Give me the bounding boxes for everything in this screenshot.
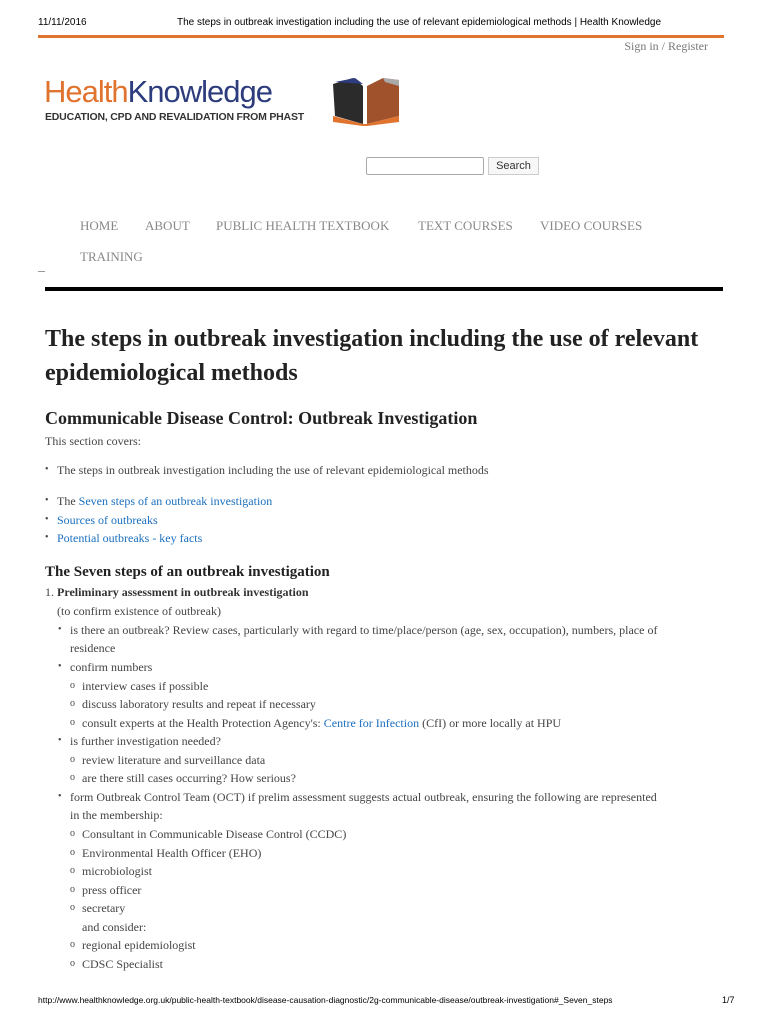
- list-item: • confirm numbers: [70, 658, 152, 677]
- nav-bar-rule: [45, 287, 723, 291]
- seven-steps-heading: The Seven steps of an outbreak investigation: [45, 564, 330, 580]
- print-title: The steps in outbreak investigation including the use of relevant epidemiological methods | Health Knowledge: [177, 17, 662, 28]
- centre-for-infection-link[interactable]: Centre for Infection: [323, 716, 420, 730]
- sub-list-item: o CDSC Specialist: [82, 955, 163, 974]
- logo-knowledge: Knowledge: [127, 74, 273, 109]
- nav-home[interactable]: HOME: [80, 218, 119, 233]
- divider: [38, 271, 45, 272]
- book-icon: [333, 78, 403, 126]
- link-item-sources: [57, 511, 158, 530]
- print-date: 11/11/2016: [38, 17, 87, 28]
- logo-health: Health: [44, 74, 128, 109]
- link-item-seven-steps: [57, 492, 272, 511]
- text: consult experts at the Health Protection Agency's:: [82, 716, 324, 730]
- link-prefix: The: [57, 494, 79, 508]
- page-number: 1/7: [722, 995, 735, 1005]
- footer-url: http://www.healthknowledge.org.uk/public-health-textbook/disease-causation-diagnostic/2g-communicable-disease/outbreak-investigation#_Seven_steps: [38, 995, 613, 1005]
- header-rule: [38, 35, 724, 38]
- sub-list-item: o review literature and surveillance data: [82, 751, 265, 770]
- potential-outbreaks-link[interactable]: Potential outbreaks - key facts: [57, 531, 203, 545]
- step-title: Preliminary assessment in outbreak investigation: [57, 585, 309, 599]
- sub-list-item: o Environmental Health Officer (EHO): [82, 844, 261, 863]
- sub-list-item: [82, 714, 561, 733]
- step-1: [45, 583, 309, 602]
- sub-list-item: o regional epidemiologist: [82, 936, 196, 955]
- covers-label: This section covers:: [45, 434, 141, 448]
- consider-label: and consider:: [82, 920, 147, 934]
- text: (CfI) or more locally at HPU: [419, 716, 562, 730]
- seven-steps-link[interactable]: Seven steps of an outbreak investigation: [78, 494, 273, 508]
- list-item-cont: in the membership:: [70, 808, 163, 822]
- page-title: The steps in outbreak investigation including the use of relevant epidemiological methods: [45, 326, 699, 386]
- nav-training[interactable]: TRAINING: [80, 249, 143, 264]
- sources-link[interactable]: Sources of outbreaks: [57, 513, 158, 527]
- link-item-potential: [57, 529, 202, 548]
- signin-link[interactable]: Sign in / Register: [624, 39, 708, 53]
- sub-list-item: o Consultant in Communicable Disease Control (CCDC): [82, 825, 346, 844]
- nav-text-courses[interactable]: TEXT COURSES: [418, 218, 513, 233]
- sub-list-item: o secretary: [82, 899, 125, 918]
- list-item-cont: residence: [70, 641, 116, 655]
- search-input[interactable]: [366, 157, 484, 175]
- sub-list-item: o interview cases if possible: [82, 677, 208, 696]
- step-number: 1.: [45, 585, 57, 599]
- step-note: (to confirm existence of outbreak): [57, 604, 221, 618]
- list-item: • is further investigation needed?: [70, 732, 221, 751]
- list-item: • form Outbreak Control Team (OCT) if prelim assessment suggests actual outbreak, ensuring the following are represented: [70, 788, 657, 807]
- list-item: • is there an outbreak? Review cases, particularly with regard to time/place/person (age, sex, occupation), numbers, place of: [70, 621, 657, 640]
- sub-list-item: o press officer: [82, 881, 141, 900]
- nav-public-health-textbook[interactable]: PUBLIC HEALTH TEXTBOOK: [216, 218, 390, 233]
- logo-tagline: EDUCATION, CPD AND REVALIDATION FROM PHAST: [45, 111, 304, 123]
- search-button[interactable]: Search: [488, 157, 539, 175]
- section-title: Communicable Disease Control: Outbreak Investigation: [45, 408, 478, 428]
- logo[interactable]: [44, 74, 272, 110]
- sub-list-item: o microbiologist: [82, 862, 152, 881]
- nav-about[interactable]: ABOUT: [145, 218, 190, 233]
- sub-list-item: o discuss laboratory results and repeat if necessary: [82, 695, 316, 714]
- cover-item: • The steps in outbreak investigation including the use of relevant epidemiological methods: [57, 461, 489, 480]
- sub-list-item: o are there still cases occurring? How serious?: [82, 769, 296, 788]
- nav-video-courses[interactable]: VIDEO COURSES: [540, 218, 643, 233]
